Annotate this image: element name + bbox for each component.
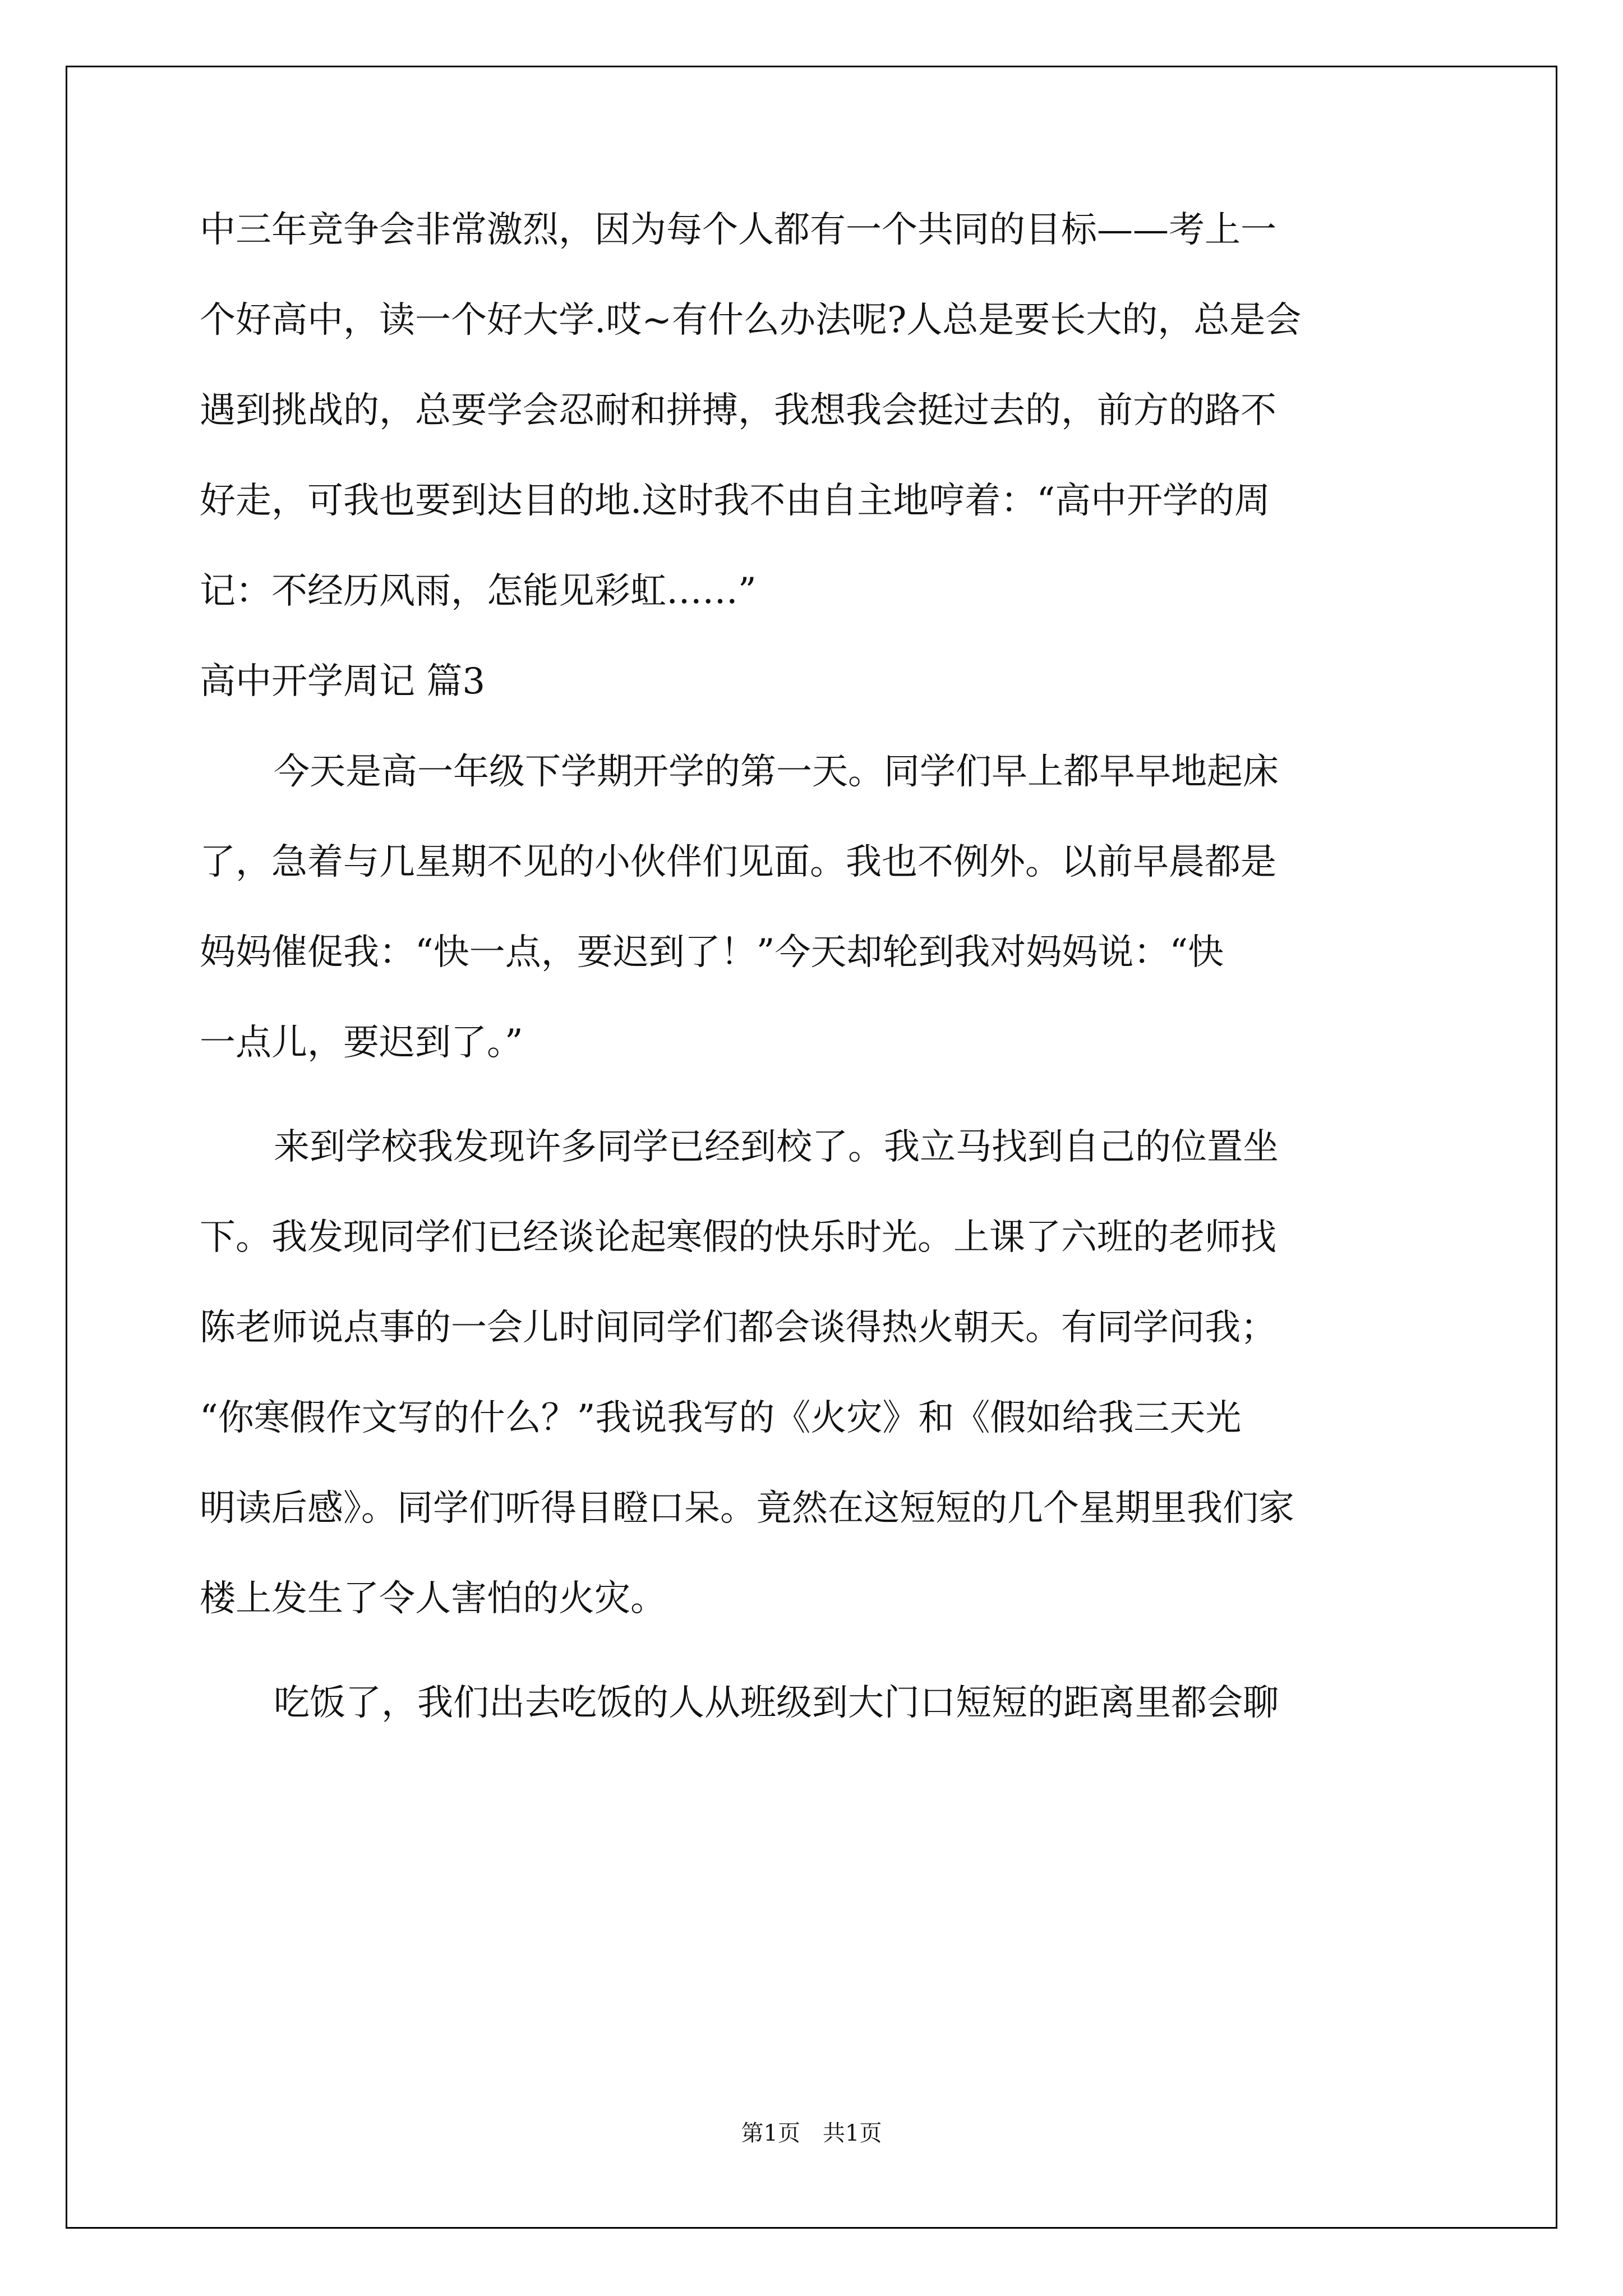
text-line: 好走，可我也要到达目的地.这时我不由自主地哼着：“高中开学的周 — [200, 480, 1271, 522]
text-line: 今天是高一年级下学期开学的第一天。同学们早上都早早地起床 — [274, 751, 1279, 793]
text-line: “你寒假作文写的什么？”我说我写的《火灾》和《假如给我三天光 — [200, 1397, 1242, 1439]
text-line: 了，急着与几星期不见的小伙伴们见面。我也不例外。以前早晨都是 — [200, 841, 1276, 883]
text-line: 吃饭了，我们出去吃饭的人从班级到大门口短短的距离里都会聊 — [274, 1682, 1279, 1724]
text-line: 个好高中，读一个好大学.哎~有什么办法呢?人总是要长大的，总是会 — [200, 300, 1302, 341]
text-line: 妈妈催促我：“快一点，要迟到了！”今天却轮到我对妈妈说：“快 — [200, 932, 1224, 973]
text-line: 来到学校我发现许多同学已经到校了。我立马找到自己的位置坐 — [274, 1126, 1279, 1168]
page-footer: 第1页 共1页 — [741, 2120, 882, 2146]
text-line: 明读后感》。同学们听得目瞪口呆。竟然在这短短的几个星期里我们家 — [200, 1488, 1294, 1529]
text-line: 记：不经历风雨，怎能见彩虹……” — [200, 570, 757, 612]
text-line: 一点儿，要迟到了。” — [200, 1022, 523, 1064]
text-line: 楼上发生了令人害怕的火灾。 — [200, 1578, 666, 1619]
text-line: 陈老师说点事的一会儿时间同学们都会谈得热火朝天。有同学问我； — [200, 1307, 1276, 1349]
text-line: 中三年竞争会非常激烈，因为每个人都有一个共同的目标——考上一 — [200, 209, 1276, 251]
text-line: 下。我发现同学们已经谈论起寒假的快乐时光。上课了六班的老师找 — [200, 1217, 1276, 1258]
section-heading: 高中开学周记 篇3 — [200, 661, 486, 702]
text-line: 遇到挑战的，总要学会忍耐和拼搏，我想我会挺过去的，前方的路不 — [200, 390, 1276, 431]
